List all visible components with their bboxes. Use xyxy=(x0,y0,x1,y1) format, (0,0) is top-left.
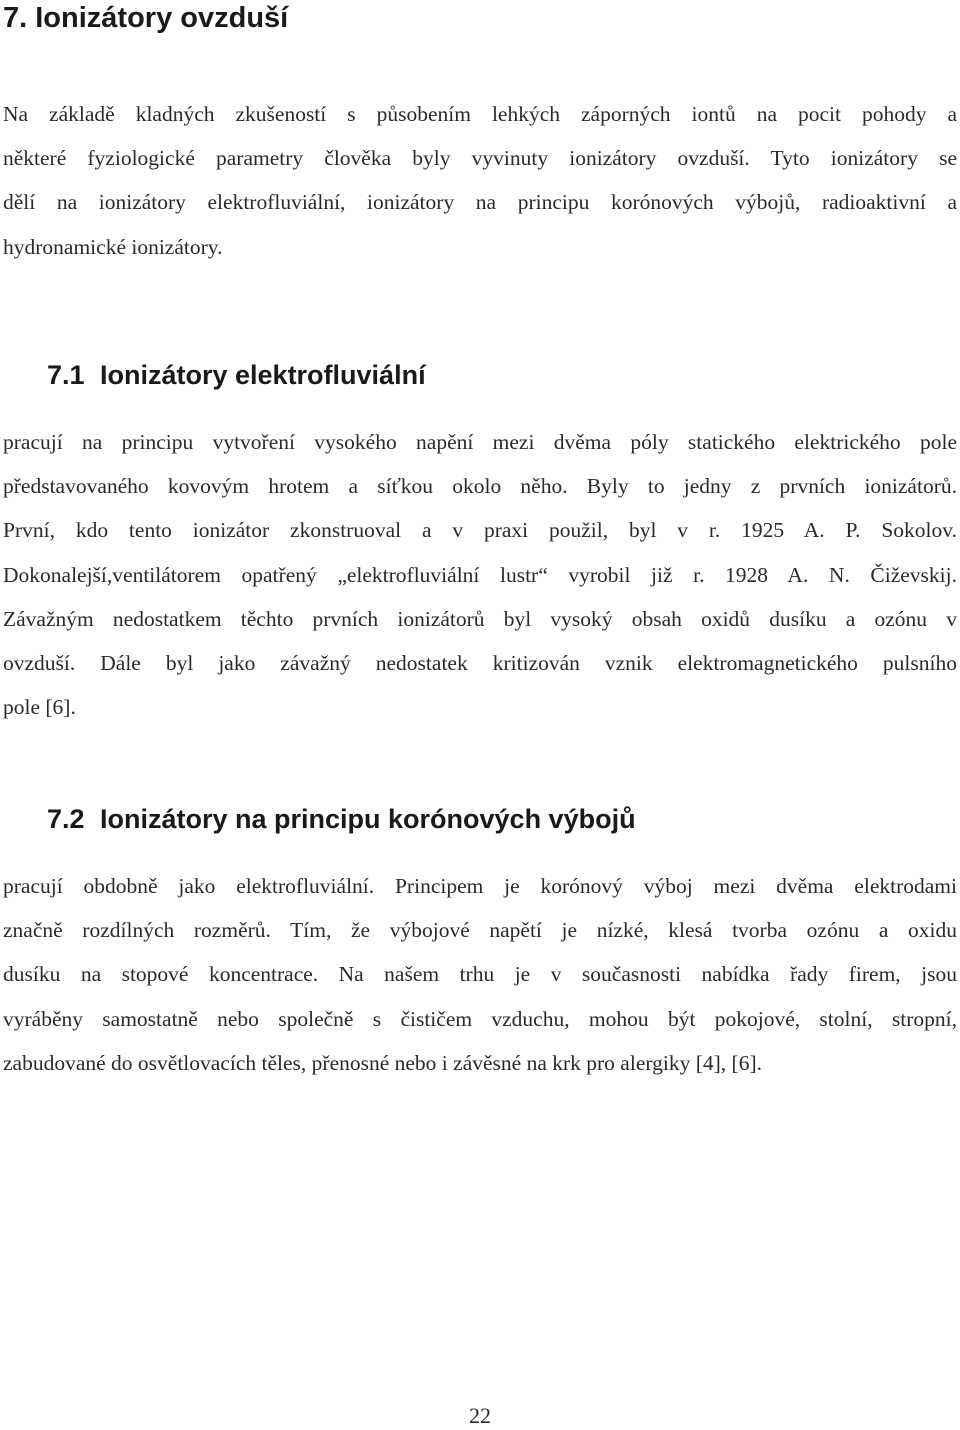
section-number: 7.2 xyxy=(47,804,85,834)
text-line: pracují na principu vytvoření vysokého napění mezi dvěma póly statického elektrického pole xyxy=(3,430,957,454)
text-line: některé fyziologické parametry člověka byly vyvinuty ionizátory ovzduší. Tyto ionizátory se xyxy=(3,146,957,171)
text-line: vyráběny samostatně nebo společně s čističem vzduchu, mohou být pokojové, stolní, stropní, xyxy=(3,1006,957,1031)
text-line: Na základě kladných zkušeností s působením lehkých záporných iontů na pocit pohody a xyxy=(3,102,957,126)
text-line: První, kdo tento ionizátor zkonstruoval a v praxi použil, byl v r. 1925 A. P. Sokolov. xyxy=(3,518,957,543)
section-heading-7-1 xyxy=(47,358,426,392)
text-line: Závažným nedostatkem těchto prvních ionizátorů byl vysoký obsah oxidů dusíku a ozónu v xyxy=(3,606,957,631)
text-line: představovaného kovovým hrotem a síťkou okolo něho. Byly to jedny z prvních ionizátorů. xyxy=(3,474,957,499)
intro-paragraph xyxy=(3,92,957,269)
section-7-2-paragraph xyxy=(3,864,957,1085)
text-line: zabudované do osvětlovacích těles, přenosné nebo i závěsné na krk pro alergiky [4], [6]. xyxy=(3,1050,762,1075)
text-line: ovzduší. Dále byl jako závažný nedostatek kritizován vznik elektromagnetického pulsního xyxy=(3,651,957,676)
text-line: pracují obdobně jako elektrofluviální. Principem je korónový výboj mezi dvěma elektrodami xyxy=(3,874,957,898)
section-title-text: Ionizátory na principu korónových výbojů xyxy=(100,804,636,834)
section-heading-7-2 xyxy=(47,802,636,836)
text-line: dělí na ionizátory elektrofluviální, ionizátory na principu korónových výbojů, radioaktivní a xyxy=(3,190,957,215)
chapter-title: 7. Ionizátory ovzduší xyxy=(3,2,289,34)
section-number: 7.1 xyxy=(47,360,85,390)
text-line: pole [6]. xyxy=(3,695,76,720)
section-7-1-paragraph xyxy=(3,420,957,729)
text-line: dusíku na stopové koncentrace. Na našem trhu je v současnosti nabídka řady firem, jsou xyxy=(3,962,957,987)
section-title-text: Ionizátory elektrofluviální xyxy=(100,360,426,390)
text-line: hydronamické ionizátory. xyxy=(3,234,223,259)
page-number: 22 xyxy=(469,1403,491,1428)
text-line: značně rozdílných rozměrů. Tím, že výbojové napětí je nízké, klesá tvorba ozónu a oxidu xyxy=(3,918,957,943)
text-line: Dokonalejší,ventilátorem opatřený „elektrofluviální lustr“ vyrobil již r. 1928 A. N. Čiževskij. xyxy=(3,562,957,587)
